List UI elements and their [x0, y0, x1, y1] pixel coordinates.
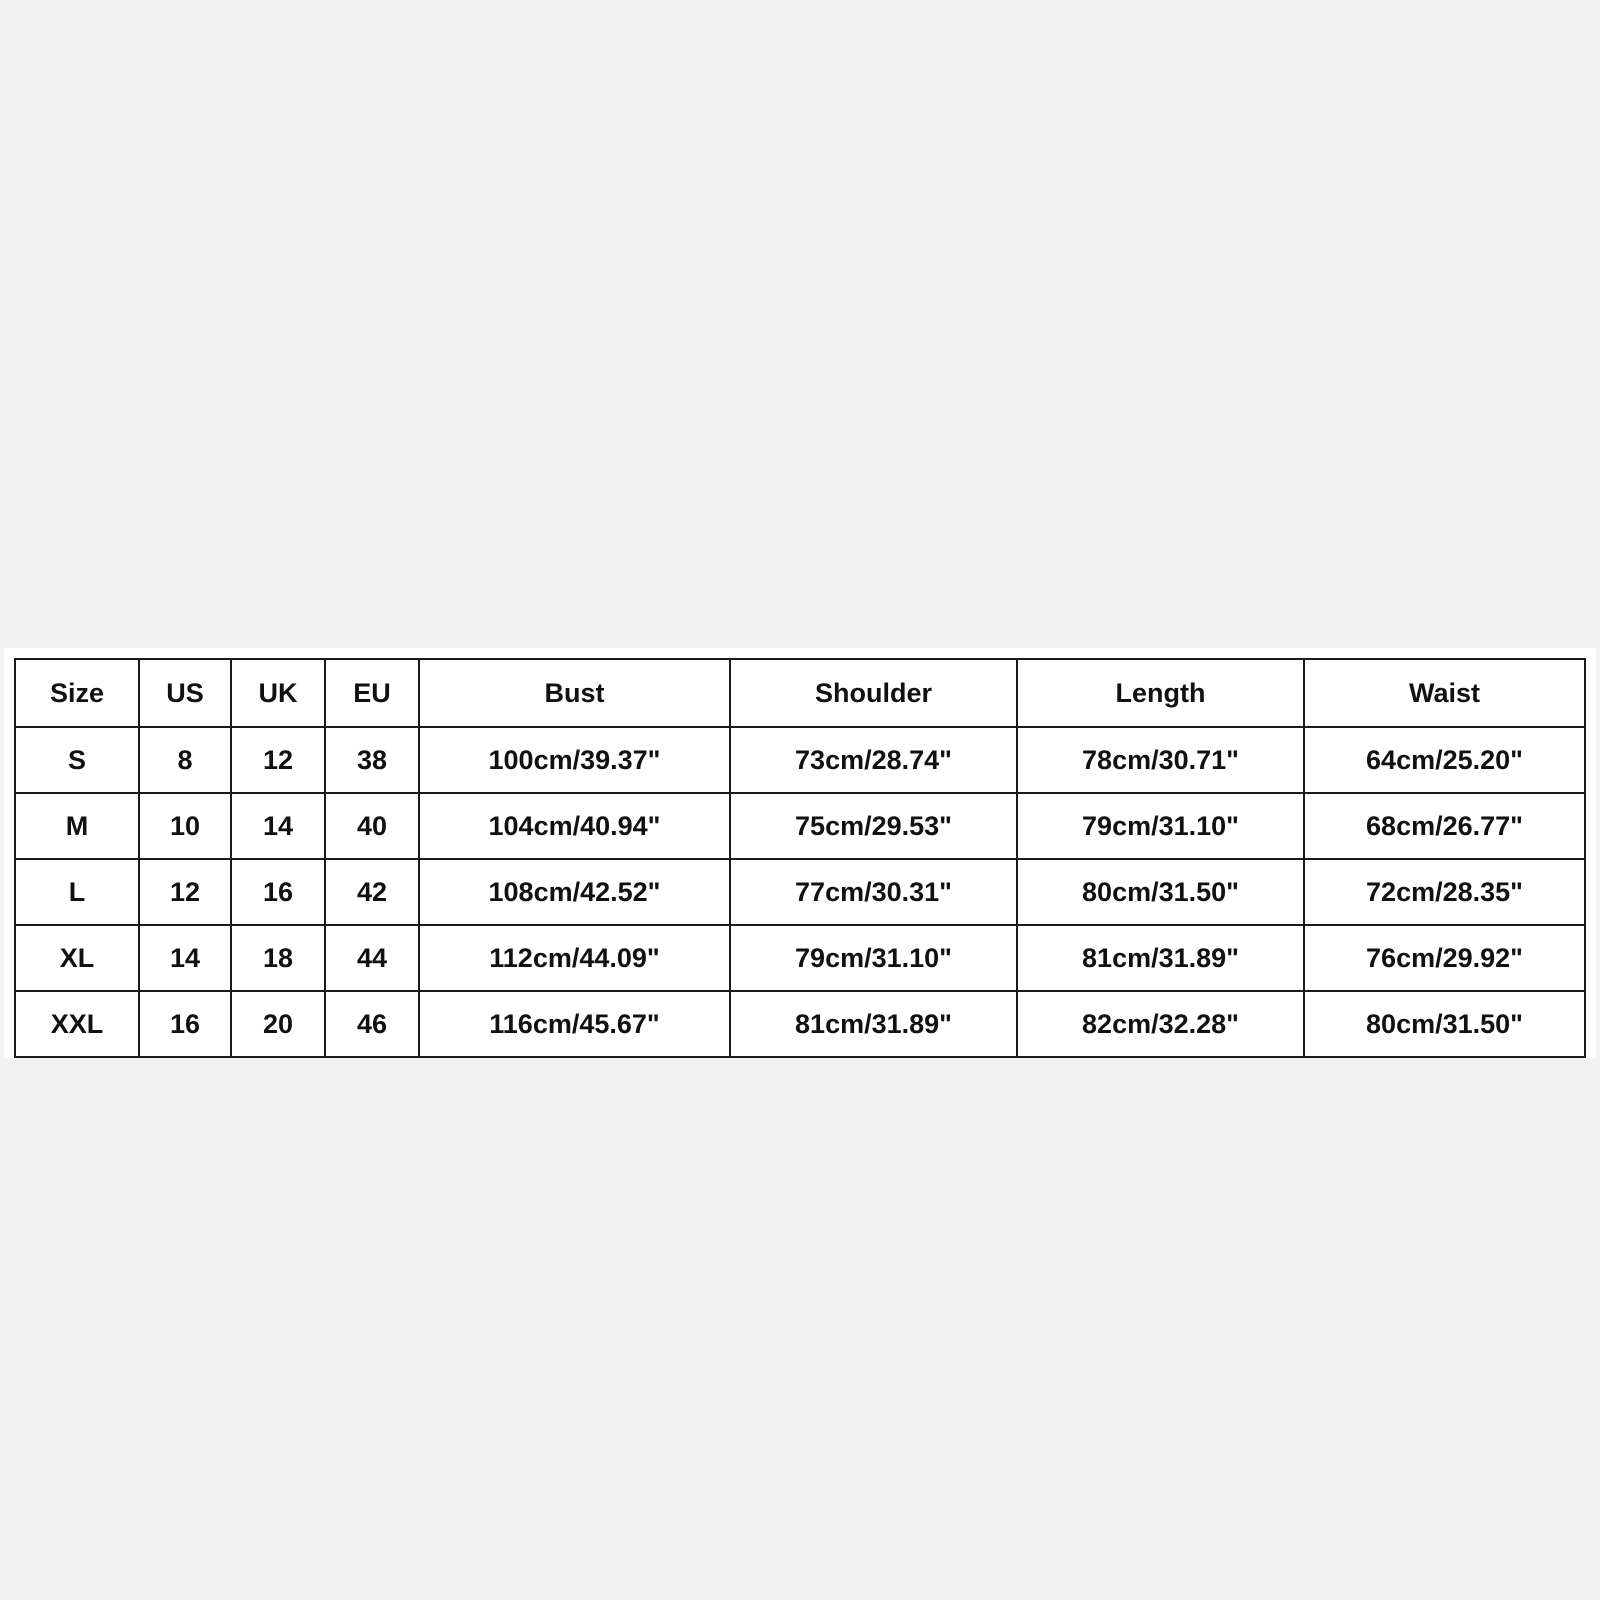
header-eu: EU [325, 659, 419, 727]
cell-us: 12 [139, 859, 231, 925]
cell-size: XL [15, 925, 139, 991]
cell-waist: 64cm/25.20" [1304, 727, 1585, 793]
cell-uk: 18 [231, 925, 325, 991]
header-us: US [139, 659, 231, 727]
cell-waist: 68cm/26.77" [1304, 793, 1585, 859]
size-chart-panel [4, 648, 1596, 1058]
cell-uk: 20 [231, 991, 325, 1057]
cell-us: 10 [139, 793, 231, 859]
cell-length: 79cm/31.10" [1017, 793, 1304, 859]
cell-us: 16 [139, 991, 231, 1057]
cell-size: L [15, 859, 139, 925]
cell-bust: 108cm/42.52" [419, 859, 730, 925]
header-size: Size [15, 659, 139, 727]
header-bust: Bust [419, 659, 730, 727]
cell-uk: 16 [231, 859, 325, 925]
cell-waist: 80cm/31.50" [1304, 991, 1585, 1057]
cell-eu: 38 [325, 727, 419, 793]
cell-bust: 104cm/40.94" [419, 793, 730, 859]
cell-shoulder: 73cm/28.74" [730, 727, 1017, 793]
cell-length: 82cm/32.28" [1017, 991, 1304, 1057]
table-row [15, 727, 1585, 793]
cell-shoulder: 79cm/31.10" [730, 925, 1017, 991]
cell-length: 80cm/31.50" [1017, 859, 1304, 925]
cell-length: 81cm/31.89" [1017, 925, 1304, 991]
cell-eu: 42 [325, 859, 419, 925]
cell-shoulder: 81cm/31.89" [730, 991, 1017, 1057]
cell-length: 78cm/30.71" [1017, 727, 1304, 793]
cell-bust: 112cm/44.09" [419, 925, 730, 991]
cell-eu: 46 [325, 991, 419, 1057]
table-row [15, 793, 1585, 859]
table-row [15, 991, 1585, 1057]
size-chart-table [14, 658, 1586, 1058]
cell-size: S [15, 727, 139, 793]
cell-uk: 12 [231, 727, 325, 793]
cell-waist: 72cm/28.35" [1304, 859, 1585, 925]
cell-size: XXL [15, 991, 139, 1057]
cell-bust: 100cm/39.37" [419, 727, 730, 793]
header-length: Length [1017, 659, 1304, 727]
table-row [15, 859, 1585, 925]
cell-shoulder: 75cm/29.53" [730, 793, 1017, 859]
cell-bust: 116cm/45.67" [419, 991, 730, 1057]
header-uk: UK [231, 659, 325, 727]
cell-uk: 14 [231, 793, 325, 859]
cell-us: 14 [139, 925, 231, 991]
table-row [15, 925, 1585, 991]
cell-waist: 76cm/29.92" [1304, 925, 1585, 991]
cell-eu: 40 [325, 793, 419, 859]
header-row [15, 659, 1585, 727]
cell-eu: 44 [325, 925, 419, 991]
cell-size: M [15, 793, 139, 859]
header-waist: Waist [1304, 659, 1585, 727]
cell-us: 8 [139, 727, 231, 793]
header-shoulder: Shoulder [730, 659, 1017, 727]
cell-shoulder: 77cm/30.31" [730, 859, 1017, 925]
